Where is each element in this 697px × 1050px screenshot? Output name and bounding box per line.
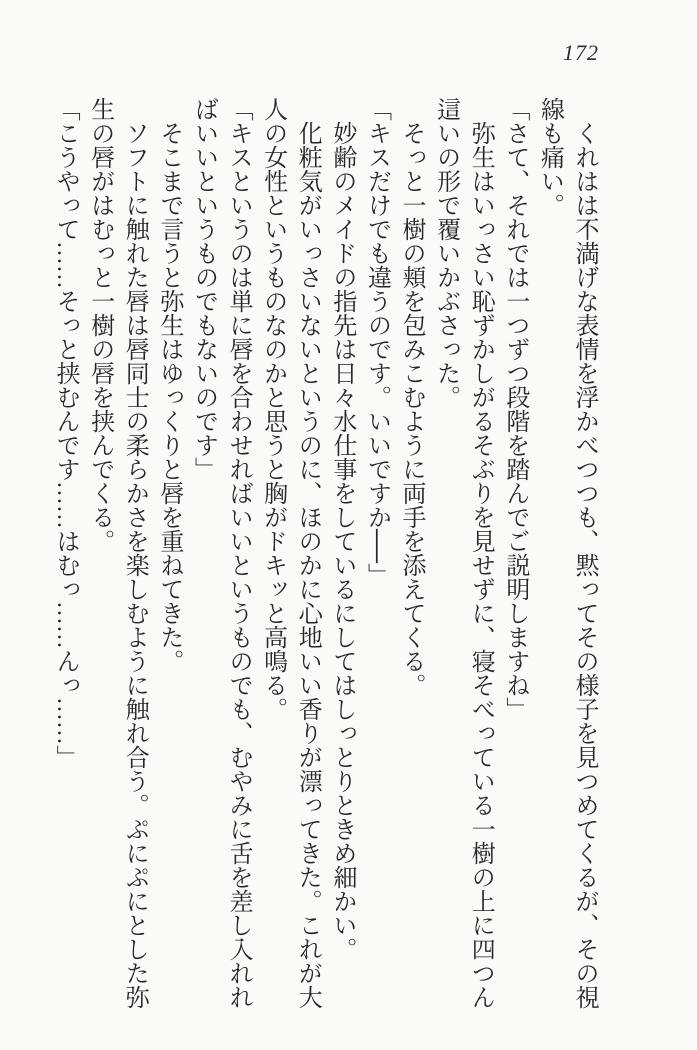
paragraph: そっと一樹の頬を包みこむように両手を添えてくる。 <box>398 121 425 697</box>
paragraph: 「さて、それでは一つずつ段階を踏んでご説明しますね」 <box>501 97 528 721</box>
text-block <box>48 97 602 1009</box>
paragraph: 妙齢のメイドの指先は日々水仕事をしているにしてはしっとりときめ細かい。 <box>328 121 355 961</box>
paragraph: 「キスだけでも違うのです。いいですか──」 <box>363 97 390 588</box>
paragraph: 化粧気がいっさいないというのに、ほのかに心地いい香りが漂ってきた。これが大人の女性というものなのかと思うと胸がドキッと高鳴る。 <box>259 97 321 1009</box>
paragraph: そこまで言うと弥生はゆっくりと唇を重ねてきた。 <box>155 121 182 673</box>
paragraph: 弥生はいっさい恥ずかしがるそぶりを見せずに、寝そべっている一樹の上に四つん這いの形で覆いかぶさった。 <box>432 97 494 1009</box>
paragraph: 「キスというのは単に唇を合わせればいいというものでも、むやみに舌を差し入れればいいというものでもないのです」 <box>190 97 252 1009</box>
paragraph: くれはは不満げな表情を浮かべつつも、黙ってその様子を見つめてくるが、その視線も痛い。 <box>536 97 597 1009</box>
paragraph: ソフトに触れた唇は唇同士の柔らかさを楽しむように触れ合う。ぷにぷにとした弥生の唇がはむっと一樹の唇を挟んでくる。 <box>86 97 148 1009</box>
page-number: 172 <box>563 40 599 65</box>
paragraph: 「こうやって……そっと挟むんです……はむっ……んっ……」 <box>52 97 79 769</box>
